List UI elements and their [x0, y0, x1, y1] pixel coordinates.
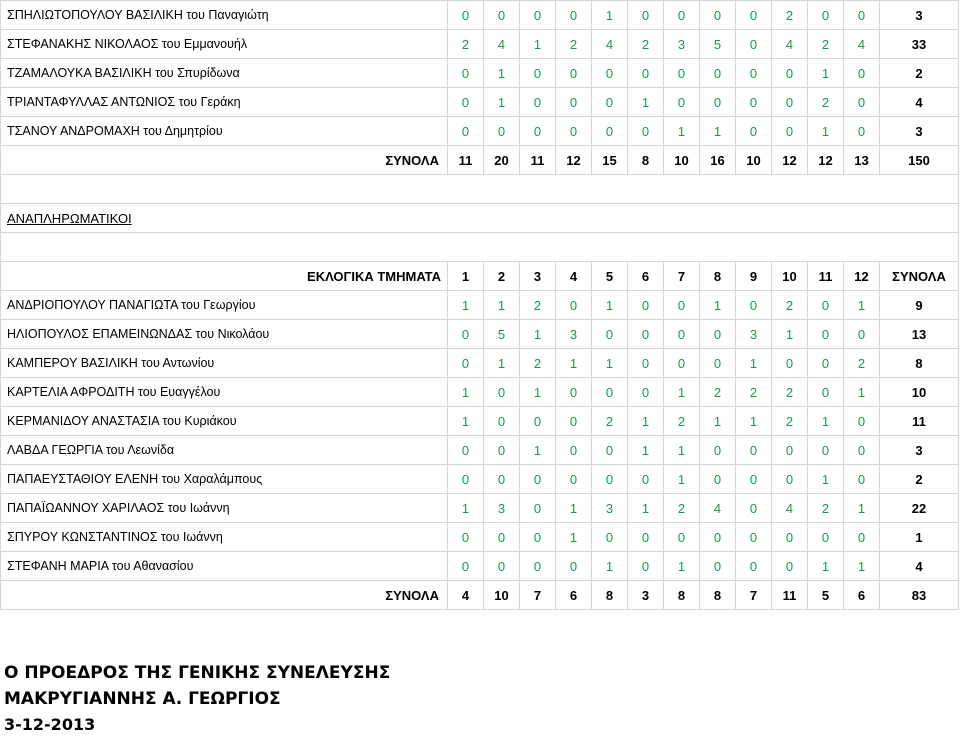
vote-count-cell: 0	[628, 1, 664, 30]
vote-count-cell: 0	[808, 1, 844, 30]
vote-count-cell: 0	[520, 552, 556, 581]
column-total-cell: 8	[592, 581, 628, 610]
vote-count-cell: 0	[448, 320, 484, 349]
vote-count-cell: 1	[628, 436, 664, 465]
vote-count-cell: 5	[484, 320, 520, 349]
vote-count-cell: 4	[700, 494, 736, 523]
vote-count-cell: 0	[628, 552, 664, 581]
vote-count-cell: 0	[844, 117, 880, 146]
alternates-table-body	[1, 291, 959, 610]
precinct-column-header: 9	[736, 262, 772, 291]
vote-count-cell: 0	[736, 117, 772, 146]
row-total-cell: 2	[880, 59, 959, 88]
vote-count-cell: 0	[628, 320, 664, 349]
vote-count-cell: 0	[700, 465, 736, 494]
vote-count-cell: 0	[484, 552, 520, 581]
table-row	[1, 523, 959, 552]
table-row	[1, 1, 959, 30]
candidate-name: ΚΑΡΤΕΛΙΑ ΑΦΡΟΔΙΤΗ του Ευαγγέλου	[1, 378, 448, 407]
candidate-name: ΚΑΜΠΕΡΟΥ ΒΑΣΙΛΙΚΗ του Αντωνίου	[1, 349, 448, 378]
total-column-header: ΣΥΝΟΛΑ	[880, 262, 959, 291]
candidates-table-body	[1, 1, 959, 175]
table-row	[1, 349, 959, 378]
vote-count-cell: 1	[664, 378, 700, 407]
row-total-cell: 4	[880, 88, 959, 117]
vote-count-cell: 0	[520, 494, 556, 523]
vote-count-cell: 1	[448, 407, 484, 436]
row-total-cell: 8	[880, 349, 959, 378]
candidate-name: ΛΑΒΔΑ ΓΕΩΡΓΙΑ του Λεωνίδα	[1, 436, 448, 465]
vote-count-cell: 1	[844, 378, 880, 407]
vote-count-cell: 0	[736, 1, 772, 30]
row-total-cell: 22	[880, 494, 959, 523]
vote-count-cell: 4	[592, 30, 628, 59]
vote-count-cell: 0	[664, 291, 700, 320]
vote-count-cell: 0	[700, 436, 736, 465]
vote-count-cell: 0	[448, 436, 484, 465]
vote-count-cell: 0	[484, 523, 520, 552]
vote-count-cell: 1	[556, 523, 592, 552]
column-total-cell: 10	[484, 581, 520, 610]
vote-count-cell: 0	[484, 436, 520, 465]
vote-count-cell: 0	[520, 59, 556, 88]
candidate-name: ΤΣΑΝΟΥ ΑΝΔΡΟΜΑΧΗ του Δημητρίου	[1, 117, 448, 146]
vote-count-cell: 0	[772, 59, 808, 88]
vote-count-cell: 4	[484, 30, 520, 59]
vote-count-cell: 0	[628, 117, 664, 146]
vote-count-cell: 0	[808, 320, 844, 349]
vote-count-cell: 0	[592, 320, 628, 349]
row-total-cell: 33	[880, 30, 959, 59]
vote-count-cell: 0	[556, 465, 592, 494]
section-separator	[1, 175, 959, 262]
table-row	[1, 465, 959, 494]
vote-count-cell: 0	[448, 1, 484, 30]
vote-count-cell: 1	[448, 494, 484, 523]
vote-count-cell: 0	[448, 117, 484, 146]
vote-count-cell: 1	[700, 117, 736, 146]
president-name: ΜΑΚΡΥΓΙΑΝΝΗΣ Α. ΓΕΩΡΓΙΟΣ	[4, 689, 281, 709]
vote-count-cell: 0	[736, 88, 772, 117]
vote-count-cell: 1	[484, 88, 520, 117]
vote-count-cell: 1	[736, 407, 772, 436]
column-total-cell: 8	[628, 146, 664, 175]
row-total-cell: 2	[880, 465, 959, 494]
vote-count-cell: 0	[664, 523, 700, 552]
empty-row	[1, 233, 959, 262]
column-total-cell: 12	[556, 146, 592, 175]
vote-count-cell: 2	[520, 291, 556, 320]
vote-count-cell: 0	[700, 552, 736, 581]
precincts-header: ΕΚΛΟΓΙΚΑ ΤΜΗΜΑΤΑ	[1, 262, 448, 291]
row-total-cell: 3	[880, 1, 959, 30]
vote-count-cell: 4	[772, 30, 808, 59]
vote-count-cell: 0	[484, 117, 520, 146]
column-total-cell: 4	[448, 581, 484, 610]
candidate-name: ΚΕΡΜΑΝΙΔΟΥ ΑΝΑΣΤΑΣΙΑ του Κυριάκου	[1, 407, 448, 436]
vote-count-cell: 0	[844, 436, 880, 465]
precinct-column-header: 7	[664, 262, 700, 291]
president-title: Ο ΠΡΟΕΔΡΟΣ ΤΗΣ ΓΕΝΙΚΗΣ ΣΥΝΕΛΕΥΣΗΣ	[4, 663, 391, 683]
vote-count-cell: 3	[556, 320, 592, 349]
vote-count-cell: 0	[484, 465, 520, 494]
vote-count-cell: 0	[772, 465, 808, 494]
vote-count-cell: 0	[592, 117, 628, 146]
vote-count-cell: 0	[448, 88, 484, 117]
vote-count-cell: 0	[556, 407, 592, 436]
vote-count-cell: 0	[736, 436, 772, 465]
vote-count-cell: 0	[772, 117, 808, 146]
vote-count-cell: 1	[808, 407, 844, 436]
vote-count-cell: 1	[448, 291, 484, 320]
vote-count-cell: 0	[808, 349, 844, 378]
candidate-name: ΣΤΕΦΑΝΑΚΗΣ ΝΙΚΟΛΑΟΣ του Εμμανουήλ	[1, 30, 448, 59]
vote-count-cell: 2	[448, 30, 484, 59]
empty-row	[1, 175, 959, 204]
vote-count-cell: 0	[628, 349, 664, 378]
candidate-name: ΤΡΙΑΝΤΑΦΥΛΛΑΣ ΑΝΤΩΝΙΟΣ του Γεράκη	[1, 88, 448, 117]
totals-row	[1, 581, 959, 610]
table-row	[1, 59, 959, 88]
vote-count-cell: 0	[808, 436, 844, 465]
vote-count-cell: 0	[736, 291, 772, 320]
candidate-name: ΣΠΥΡΟΥ ΚΩΝΣΤΑΝΤΙΝΟΣ του Ιωάννη	[1, 523, 448, 552]
vote-count-cell: 0	[664, 320, 700, 349]
table-row	[1, 88, 959, 117]
vote-count-cell: 1	[556, 349, 592, 378]
vote-count-cell: 2	[628, 30, 664, 59]
vote-count-cell: 4	[772, 494, 808, 523]
vote-count-cell: 2	[772, 291, 808, 320]
header-row	[1, 262, 959, 291]
vote-count-cell: 0	[520, 1, 556, 30]
vote-count-cell: 0	[844, 465, 880, 494]
row-total-cell: 11	[880, 407, 959, 436]
vote-count-cell: 2	[664, 494, 700, 523]
vote-count-cell: 2	[592, 407, 628, 436]
column-total-cell: 8	[664, 581, 700, 610]
vote-count-cell: 1	[628, 88, 664, 117]
vote-count-cell: 0	[520, 117, 556, 146]
grand-total-cell: 150	[880, 146, 959, 175]
vote-count-cell: 1	[448, 378, 484, 407]
vote-count-cell: 0	[664, 1, 700, 30]
row-total-cell: 4	[880, 552, 959, 581]
table-row	[1, 378, 959, 407]
vote-count-cell: 1	[592, 552, 628, 581]
vote-count-cell: 0	[592, 523, 628, 552]
column-total-cell: 10	[736, 146, 772, 175]
vote-count-cell: 0	[772, 523, 808, 552]
vote-count-cell: 2	[844, 349, 880, 378]
table-row	[1, 436, 959, 465]
vote-count-cell: 0	[520, 465, 556, 494]
vote-count-cell: 0	[844, 59, 880, 88]
vote-count-cell: 0	[664, 59, 700, 88]
precinct-column-header: 3	[520, 262, 556, 291]
candidate-name: ΣΠΗΛΙΩΤΟΠΟΥΛΟΥ ΒΑΣΙΛΙΚΗ του Παναγιώτη	[1, 1, 448, 30]
vote-count-cell: 1	[700, 407, 736, 436]
vote-count-cell: 0	[448, 349, 484, 378]
vote-count-cell: 4	[844, 30, 880, 59]
vote-count-cell: 1	[844, 552, 880, 581]
vote-count-cell: 1	[484, 291, 520, 320]
vote-count-cell: 0	[628, 291, 664, 320]
vote-count-cell: 0	[664, 88, 700, 117]
vote-count-cell: 0	[484, 1, 520, 30]
table-row	[1, 291, 959, 320]
precinct-column-header: 4	[556, 262, 592, 291]
vote-count-cell: 0	[736, 552, 772, 581]
candidate-name: ΤΖΑΜΑΛΟΥΚΑ ΒΑΣΙΛΙΚΗ του Σπυρίδωνα	[1, 59, 448, 88]
vote-count-cell: 0	[844, 407, 880, 436]
vote-count-cell: 0	[556, 59, 592, 88]
vote-count-cell: 0	[448, 552, 484, 581]
vote-count-cell: 0	[844, 320, 880, 349]
vote-count-cell: 1	[520, 436, 556, 465]
vote-count-cell: 0	[592, 59, 628, 88]
vote-count-cell: 2	[520, 349, 556, 378]
vote-count-cell: 5	[700, 30, 736, 59]
table-row	[1, 30, 959, 59]
column-total-cell: 5	[808, 581, 844, 610]
vote-count-cell: 0	[736, 30, 772, 59]
vote-count-cell: 0	[628, 465, 664, 494]
column-total-cell: 11	[448, 146, 484, 175]
precinct-column-header: 6	[628, 262, 664, 291]
vote-count-cell: 0	[556, 436, 592, 465]
table-row	[1, 407, 959, 436]
vote-count-cell: 0	[448, 523, 484, 552]
vote-count-cell: 2	[556, 30, 592, 59]
vote-count-cell: 1	[808, 59, 844, 88]
vote-count-cell: 0	[700, 59, 736, 88]
signature-date: 3-12-2013	[4, 715, 96, 734]
vote-count-cell: 3	[664, 30, 700, 59]
column-total-cell: 7	[736, 581, 772, 610]
column-total-cell: 12	[808, 146, 844, 175]
candidate-name: ΣΤΕΦΑΝΗ ΜΑΡΙΑ του Αθανασίου	[1, 552, 448, 581]
vote-count-cell: 0	[484, 407, 520, 436]
vote-count-cell: 2	[772, 378, 808, 407]
vote-count-cell: 0	[736, 523, 772, 552]
table-row	[1, 552, 959, 581]
vote-count-cell: 0	[556, 88, 592, 117]
vote-count-cell: 0	[556, 378, 592, 407]
precinct-column-header: 5	[592, 262, 628, 291]
vote-count-cell: 0	[556, 117, 592, 146]
vote-count-cell: 0	[772, 552, 808, 581]
vote-count-cell: 0	[772, 88, 808, 117]
vote-count-cell: 0	[844, 88, 880, 117]
vote-count-cell: 0	[844, 523, 880, 552]
column-total-cell: 13	[844, 146, 880, 175]
vote-count-cell: 1	[484, 349, 520, 378]
vote-count-cell: 1	[592, 349, 628, 378]
column-total-cell: 15	[592, 146, 628, 175]
vote-count-cell: 0	[628, 59, 664, 88]
row-total-cell: 10	[880, 378, 959, 407]
vote-count-cell: 1	[520, 378, 556, 407]
section-title: ΑΝΑΠΛΗΡΩΜΑΤΙΚΟΙ	[1, 204, 959, 233]
vote-count-cell: 1	[592, 1, 628, 30]
vote-count-cell: 0	[700, 320, 736, 349]
vote-count-cell: 1	[664, 117, 700, 146]
vote-count-cell: 1	[520, 30, 556, 59]
vote-count-cell: 0	[700, 1, 736, 30]
row-total-cell: 9	[880, 291, 959, 320]
vote-count-cell: 0	[592, 378, 628, 407]
precinct-column-header: 8	[700, 262, 736, 291]
vote-count-cell: 0	[700, 88, 736, 117]
vote-count-cell: 0	[664, 349, 700, 378]
vote-count-cell: 1	[664, 552, 700, 581]
vote-count-cell: 2	[700, 378, 736, 407]
vote-count-cell: 2	[772, 1, 808, 30]
vote-count-cell: 0	[736, 494, 772, 523]
table-row	[1, 320, 959, 349]
totals-label: ΣΥΝΟΛΑ	[1, 581, 448, 610]
precinct-column-header: 10	[772, 262, 808, 291]
vote-count-cell: 0	[556, 1, 592, 30]
row-total-cell: 3	[880, 117, 959, 146]
signature-block	[4, 660, 390, 738]
vote-count-cell: 0	[736, 59, 772, 88]
vote-count-cell: 0	[700, 523, 736, 552]
vote-count-cell: 0	[808, 523, 844, 552]
vote-count-cell: 1	[808, 465, 844, 494]
vote-count-cell: 1	[700, 291, 736, 320]
candidate-name: ΑΝΔΡΙΟΠΟΥΛΟΥ ΠΑΝΑΓΙΩΤΑ του Γεωργίου	[1, 291, 448, 320]
vote-count-cell: 2	[808, 88, 844, 117]
vote-count-cell: 2	[736, 378, 772, 407]
vote-count-cell: 1	[520, 320, 556, 349]
vote-count-cell: 0	[736, 465, 772, 494]
vote-count-cell: 1	[772, 320, 808, 349]
alternates-table-header	[1, 262, 959, 291]
vote-count-cell: 1	[664, 436, 700, 465]
column-total-cell: 12	[772, 146, 808, 175]
vote-count-cell: 1	[592, 291, 628, 320]
vote-count-cell: 2	[808, 30, 844, 59]
column-total-cell: 3	[628, 581, 664, 610]
vote-count-cell: 1	[736, 349, 772, 378]
vote-count-cell: 0	[700, 349, 736, 378]
vote-count-cell: 0	[556, 291, 592, 320]
table-row	[1, 494, 959, 523]
vote-count-cell: 1	[628, 407, 664, 436]
vote-count-cell: 1	[808, 117, 844, 146]
column-total-cell: 6	[556, 581, 592, 610]
vote-count-cell: 2	[772, 407, 808, 436]
vote-count-cell: 0	[448, 465, 484, 494]
vote-count-cell: 1	[664, 465, 700, 494]
table-row	[1, 117, 959, 146]
precinct-column-header: 12	[844, 262, 880, 291]
vote-count-cell: 0	[772, 349, 808, 378]
vote-count-cell: 1	[556, 494, 592, 523]
vote-count-cell: 2	[664, 407, 700, 436]
vote-count-cell: 0	[484, 378, 520, 407]
vote-count-cell: 1	[484, 59, 520, 88]
column-total-cell: 7	[520, 581, 556, 610]
vote-count-cell: 0	[628, 378, 664, 407]
vote-count-cell: 0	[556, 552, 592, 581]
precinct-column-header: 1	[448, 262, 484, 291]
column-total-cell: 10	[664, 146, 700, 175]
column-total-cell: 6	[844, 581, 880, 610]
vote-count-cell: 1	[628, 494, 664, 523]
vote-count-cell: 3	[484, 494, 520, 523]
totals-row	[1, 146, 959, 175]
vote-count-cell: 0	[844, 1, 880, 30]
vote-count-cell: 3	[736, 320, 772, 349]
vote-count-cell: 0	[808, 291, 844, 320]
vote-count-cell: 0	[772, 436, 808, 465]
totals-label: ΣΥΝΟΛΑ	[1, 146, 448, 175]
candidate-name: ΗΛΙΟΠΟΥΛΟΣ ΕΠΑΜΕΙΝΩΝΔΑΣ του Νικολάου	[1, 320, 448, 349]
grand-total-cell: 83	[880, 581, 959, 610]
vote-count-cell: 0	[808, 378, 844, 407]
row-total-cell: 3	[880, 436, 959, 465]
vote-count-cell: 0	[592, 465, 628, 494]
vote-count-cell: 2	[808, 494, 844, 523]
vote-count-cell: 0	[628, 523, 664, 552]
vote-count-cell: 3	[592, 494, 628, 523]
row-total-cell: 1	[880, 523, 959, 552]
vote-count-cell: 1	[844, 291, 880, 320]
precinct-column-header: 2	[484, 262, 520, 291]
vote-count-cell: 0	[448, 59, 484, 88]
column-total-cell: 20	[484, 146, 520, 175]
column-total-cell: 16	[700, 146, 736, 175]
vote-count-cell: 0	[592, 88, 628, 117]
vote-count-cell: 1	[808, 552, 844, 581]
precinct-column-header: 11	[808, 262, 844, 291]
vote-count-cell: 0	[592, 436, 628, 465]
vote-count-cell: 0	[520, 407, 556, 436]
candidate-name: ΠΑΠΑΕΥΣΤΑΘΙΟΥ ΕΛΕΝΗ του Χαραλάμπους	[1, 465, 448, 494]
vote-count-cell: 0	[520, 523, 556, 552]
vote-count-cell: 0	[520, 88, 556, 117]
column-total-cell: 11	[520, 146, 556, 175]
column-total-cell: 8	[700, 581, 736, 610]
row-total-cell: 13	[880, 320, 959, 349]
column-total-cell: 11	[772, 581, 808, 610]
vote-count-cell: 1	[844, 494, 880, 523]
candidate-name: ΠΑΠΑΪΩΑΝΝΟΥ ΧΑΡΙΛΑΟΣ του Ιωάννη	[1, 494, 448, 523]
